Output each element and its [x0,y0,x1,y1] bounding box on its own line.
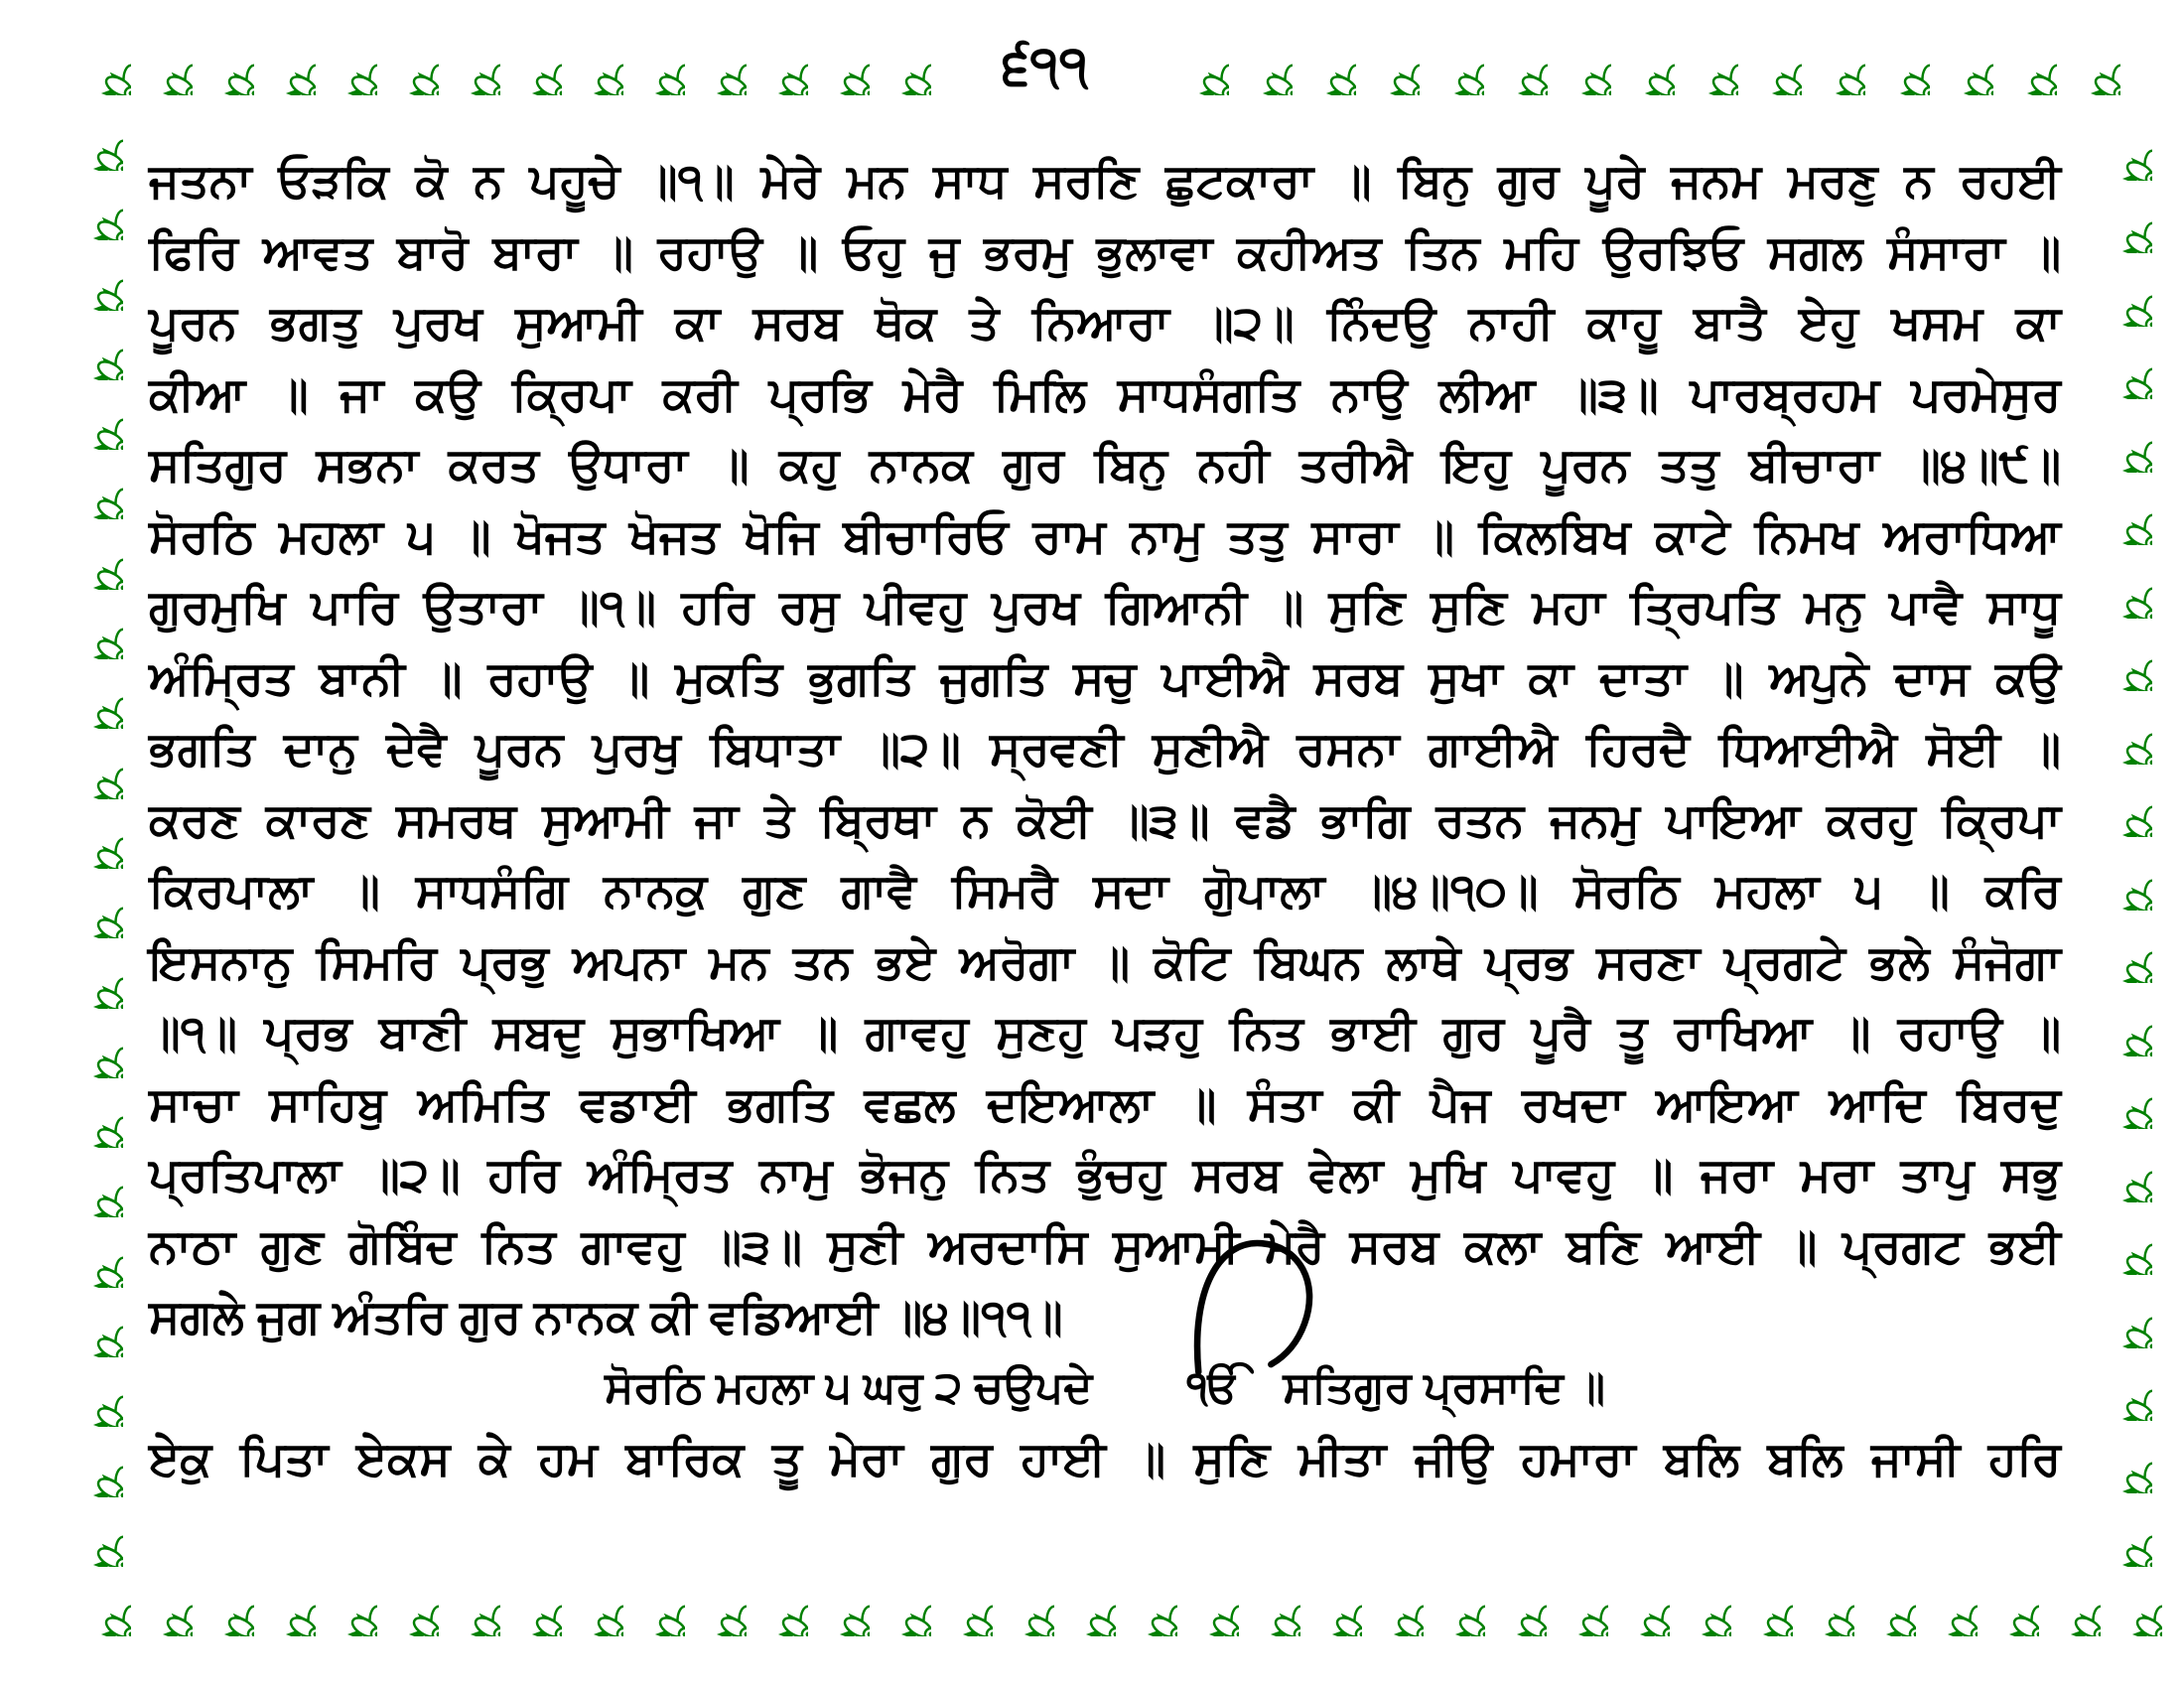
flower-icon [1423,30,1484,95]
flower-icon [2091,261,2152,327]
flower-icon [316,30,377,95]
flower-icon [1424,1571,1485,1636]
flower-icon [2091,772,2152,837]
flower-icon [562,30,623,95]
flower-icon [62,315,123,380]
gurbani-line-18 [149,1352,2061,1424]
flower-icon [2091,1283,2152,1348]
flower-icon [562,1571,623,1636]
flower-icon [62,1152,123,1217]
gurbani-line-2: ਫਿਰਿ ਆਵਤ ਬਾਰੋ ਬਾਰਾ ॥ ਰਹਾਉ ॥ ਓਹੁ ਜੁ ਭਰਮੁ ਭੁਲਾਵਾ ਕਹੀਅਤ ਤਿਨ ਮਹਿ ਉਰਝਿਓ ਸਗਲ ਸੰਸਾਰਾ ॥ [149,224,2061,278]
flower-icon [2091,1209,2152,1275]
flower-icon [1804,30,1865,95]
flower-icon [1916,1571,1978,1636]
flower-icon [2091,1428,2152,1493]
flower-icon [62,1361,123,1427]
flower-icon [62,245,123,311]
flower-icon [1239,1571,1300,1636]
gurbani-line-1: ਜਤਨਾ ਓੜਕਿ ਕੋ ਨ ਪਹੂਚੇ ॥੧॥ ਮੇਰੇ ਮਨ ਸਾਧ ਸਰਣਿ ਛੁਟਕਾਰਾ ॥ ਬਿਨੁ ਗੁਰ ਪੂਰੇ ਜਨਮ ਮਰਣੁ ਨ ਰਹਈ [149,154,2061,207]
border-top-right-flowers [1167,30,2120,95]
flower-icon [316,1571,377,1636]
flower-icon [62,1292,123,1357]
flower-icon [62,1222,123,1288]
flower-icon [808,30,870,95]
border-left [62,105,123,1567]
flower-icon [377,30,439,95]
flower-icon [1177,1571,1239,1636]
flower-icon [2039,1571,2101,1636]
flower-icon [62,873,123,938]
flower-icon [2091,1501,2152,1567]
flower-icon [2091,917,2152,983]
flower-icon [439,1571,500,1636]
flower-icon [1613,30,1675,95]
flower-icon [623,1571,685,1636]
flower-icon [870,1571,931,1636]
flower-icon [62,384,123,450]
flower-icon [1670,1571,1731,1636]
gurbani-line-11: ਕਿਰਪਾਲਾ ॥ ਸਾਧਸੰਗਿ ਨਾਨਕੁ ਗੁਣ ਗਾਵੈ ਸਿਮਰੈ ਸਦਾ ਗੋੁਪਾਲਾ ॥੪॥੧੦॥ ਸੋਰਠਿ ਮਹਲਾ ੫ ॥ ਕਰਿ [149,864,2061,916]
flower-icon [2091,115,2152,181]
flower-icon [131,30,193,95]
flower-icon [500,30,562,95]
flower-icon [2091,626,2152,691]
flower-icon [1550,30,1611,95]
gurbani-line-7: ਗੁਰਮੁਖਿ ਪਾਰਿ ਉਤਾਰਾ ॥੧॥ ਹਰਿ ਰਸੁ ਪੀਵਹੁ ਪੁਰਖ ਗਿਆਨੀ ॥ ਸੁਣਿ ਸੁਣਿ ਮਹਾ ਤ੍ਰਿਪਤਿ ਮਨੁ ਪਾਵੈ ਸਾਧੂ [149,580,2061,633]
flower-icon [747,1571,808,1636]
flower-icon [2091,480,2152,545]
flower-icon [1932,30,1993,95]
flower-icon [2101,1571,2162,1636]
flower-icon [62,734,123,799]
flower-icon [193,1571,254,1636]
flower-icon [1054,1571,1116,1636]
gurbani-line-12: ਇਸਨਾਨੁ ਸਿਮਰਿ ਪ੍ਰਭੁ ਅਪਨਾ ਮਨ ਤਨ ਭਏ ਅਰੋਗਾ ॥ ਕੋਟਿ ਬਿਘਨ ਲਾਥੇ ਪ੍ਰਭ ਸਰਣਾ ਪ੍ਰਗਟੇ ਭਲੇ ਸੰਜੋਗਾ [149,934,2061,988]
gurbani-line-17: ਸਗਲੇ ਜੁਗ ਅੰਤਰਿ ਗੁਰ ਨਾਨਕ ਕੀ ਵਡਿਆਈ ॥੪॥੧੧॥ [149,1290,1063,1342]
flower-icon [1167,30,1229,95]
flower-icon [2091,407,2152,473]
flower-icon [2091,699,2152,765]
text-block [149,145,2061,1494]
flower-icon [62,105,123,171]
flower-icon [1978,1571,2039,1636]
flower-icon [69,30,131,95]
flower-icon [1116,1571,1177,1636]
shabad-heading: ਸੋਰਠਿ ਮਹਲਾ ੫ ਘਰੁ ੨ ਚਉਪਦੇ [605,1362,1093,1412]
flower-icon [931,1571,993,1636]
flower-icon [1868,30,1930,95]
flower-icon [623,30,685,95]
ik-onkar-symbol [1161,1352,1265,1424]
flower-icon [254,1571,316,1636]
gurbani-line-8: ਅੰਮ੍ਰਿਤ ਬਾਨੀ ॥ ਰਹਾਉ ॥ ਮੁਕਤਿ ਭੁਗਤਿ ਜੁਗਤਿ ਸਚੁ ਪਾਈਐ ਸਰਬ ਸੁਖਾ ਕਾ ਦਾਤਾ ॥ ਅਪੁਨੇ ਦਾਸ ਕਉ [149,650,2061,704]
page-number: ੬੧੧ [1002,36,1089,95]
gurbani-line-16: ਨਾਠਾ ਗੁਣ ਗੋਬਿੰਦ ਨਿਤ ਗਾਵਹੁ ॥੩॥ ਸੁਣੀ ਅਰਦਾਸਿ ਸੁਆਮੀ ਮੇਰੈ ਸਰਬ ਕਲਾ ਬਣਿ ਆਈ ॥ ਪ੍ਰਗਟ ਭਈ [149,1218,2061,1272]
flower-icon [377,1571,439,1636]
flower-icon [2091,188,2152,253]
flower-icon [2091,845,2152,911]
flower-icon [2091,1137,2152,1202]
border-bottom [69,1571,2120,1636]
flower-icon [254,30,316,95]
flower-icon [1295,30,1356,95]
gurbani-line-3: ਪੂਰਨ ਭਗਤੁ ਪੁਰਖ ਸੁਆਮੀ ਕਾ ਸਰਬ ਥੋਕ ਤੇ ਨਿਆਰਾ ॥੨॥ ਨਿੰਦਉ ਨਾਹੀ ਕਾਹੂ ਬਾਤੈ ਏਹੁ ਖਸਮ ਕਾ [149,296,2061,349]
flower-icon [2091,991,2152,1056]
flower-icon [131,1571,193,1636]
flower-icon [500,1571,562,1636]
flower-icon [870,30,931,95]
gurbani-line-6: ਸੋਰਠਿ ਮਹਲਾ ੫ ॥ ਖੋਜਤ ਖੋਜਤ ਖੋਜਿ ਬੀਚਾਰਿਓ ਰਾਮ ਨਾਮੁ ਤਤੁ ਸਾਰਾ ॥ ਕਿਲਬਿਖ ਕਾਟੇ ਨਿਮਖ ਅਰਾਧਿਆ [149,508,2061,562]
gurbani-line-4: ਕੀਆ ॥ ਜਾ ਕਉ ਕ੍ਰਿਪਾ ਕਰੀ ਪ੍ਰਭਿ ਮੇਰੈ ਮਿਲਿ ਸਾਧਸੰਗਤਿ ਨਾਉ ਲੀਆ ॥੩॥ ਪਾਰਬ੍ਰਹਮ ਪਰਮੇਸੁਰ [149,366,2061,420]
flower-icon [1300,1571,1362,1636]
flower-icon [2059,30,2120,95]
flower-icon [2091,553,2152,619]
gurbani-line-13: ॥੧॥ ਪ੍ਰਭ ਬਾਣੀ ਸਬਦੁ ਸੁਭਾਖਿਆ ॥ ਗਾਵਹੁ ਸੁਣਹੁ ਪੜਹੁ ਨਿਤ ਭਾਈ ਗੁਰ ਪੂਰੈ ਤੂ ਰਾਖਿਆ ॥ ਰਹਾਉ ॥ [149,1006,2061,1058]
flower-icon [62,175,123,240]
flower-icon [62,943,123,1009]
flower-icon [993,1571,1054,1636]
flower-icon [1677,30,1738,95]
gurbani-line-14: ਸਾਚਾ ਸਾਹਿਬੁ ਅਮਿਤਿ ਵਡਾਈ ਭਗਤਿ ਵਛਲ ਦਇਆਲਾ ॥ ਸੰਤਾ ਕੀ ਪੈਜ ਰਖਦਾ ਆਇਆ ਆਦਿ ਬਿਰਦੁ [149,1076,2061,1130]
flower-icon [193,30,254,95]
flower-icon [1608,1571,1670,1636]
border-top-left-flowers [69,30,923,95]
flower-icon [1547,1571,1608,1636]
flower-icon [62,454,123,519]
flower-icon [62,524,123,590]
flower-icon [747,30,808,95]
flower-icon [808,1571,870,1636]
ik-onkar-text: ੴ [1186,1362,1241,1412]
flower-icon [439,30,500,95]
gurbani-line-5: ਸਤਿਗੁਰ ਸਭਨਾ ਕਰਤ ਉਧਾਰਾ ॥ ਕਹੁ ਨਾਨਕ ਗੁਰ ਬਿਨੁ ਨਹੀ ਤਰੀਐ ਇਹੁ ਪੂਰਨ ਤਤੁ ਬੀਚਾਰਾ ॥੪॥੯॥ [149,438,2061,491]
flower-icon [1740,30,1802,95]
flower-icon [1486,30,1548,95]
border-top [69,30,2120,101]
flower-icon [2091,1355,2152,1421]
flower-icon [62,1432,123,1497]
gurbani-line-15: ਪ੍ਰਤਿਪਾਲਾ ॥੨॥ ਹਰਿ ਅੰਮ੍ਰਿਤ ਨਾਮੁ ਭੋਜਨੁ ਨਿਤ ਭੁੰਚਹੁ ਸਰਬ ਵੇਲਾ ਮੁਖਿ ਪਾਵਹੁ ॥ ਜਰਾ ਮਰਾ ਤਾਪੁ ਸਭੁ [149,1148,2061,1200]
mangal-text: ਸਤਿਗੁਰ ਪ੍ਰਸਾਦਿ ॥ [1283,1362,1605,1412]
flower-icon [1485,1571,1547,1636]
flower-icon [69,1571,131,1636]
gurbani-line-9: ਭਗਤਿ ਦਾਨੁ ਦੇਵੈ ਪੂਰਨ ਪੁਰਖੁ ਬਿਧਾਤਾ ॥੨॥ ਸ੍ਰਵਣੀ ਸੁਣੀਐ ਰਸਨਾ ਗਾਈਐ ਹਿਰਦੈ ਧਿਆਈਐ ਸੋਈ ॥ [149,722,2061,774]
flower-icon [2091,334,2152,399]
flower-icon [62,803,123,869]
flower-icon [1362,1571,1424,1636]
flower-icon [1995,30,2057,95]
flower-icon [1731,1571,1793,1636]
flower-icon [62,594,123,659]
flower-icon [1358,30,1420,95]
flower-icon [1231,30,1293,95]
flower-icon [685,1571,747,1636]
flower-icon [62,1501,123,1567]
flower-icon [62,1013,123,1078]
gurbani-line-10: ਕਰਣ ਕਾਰਣ ਸਮਰਥ ਸੁਆਮੀ ਜਾ ਤੇ ਬ੍ਰਿਥਾ ਨ ਕੋਈ ॥੩॥ ਵਡੈ ਭਾਗਿ ਰਤਨ ਜਨਮੁ ਪਾਇਆ ਕਰਹੁ ਕ੍ਰਿਪਾ [149,792,2061,846]
gurbani-line-19: ਏਕੁ ਪਿਤਾ ਏਕਸ ਕੇ ਹਮ ਬਾਰਿਕ ਤੂ ਮੇਰਾ ਗੁਰ ਹਾਈ ॥ ਸੁਣਿ ਮੀਤਾ ਜੀਉ ਹਮਾਰਾ ਬਲਿ ਬਲਿ ਜਾਸੀ ਹਰਿ [149,1432,2061,1484]
flower-icon [1854,1571,1916,1636]
flower-icon [1793,1571,1854,1636]
flower-icon [62,663,123,729]
flower-icon [2091,1063,2152,1129]
border-right [2091,115,2152,1567]
flower-icon [62,1082,123,1148]
flower-icon [685,30,747,95]
